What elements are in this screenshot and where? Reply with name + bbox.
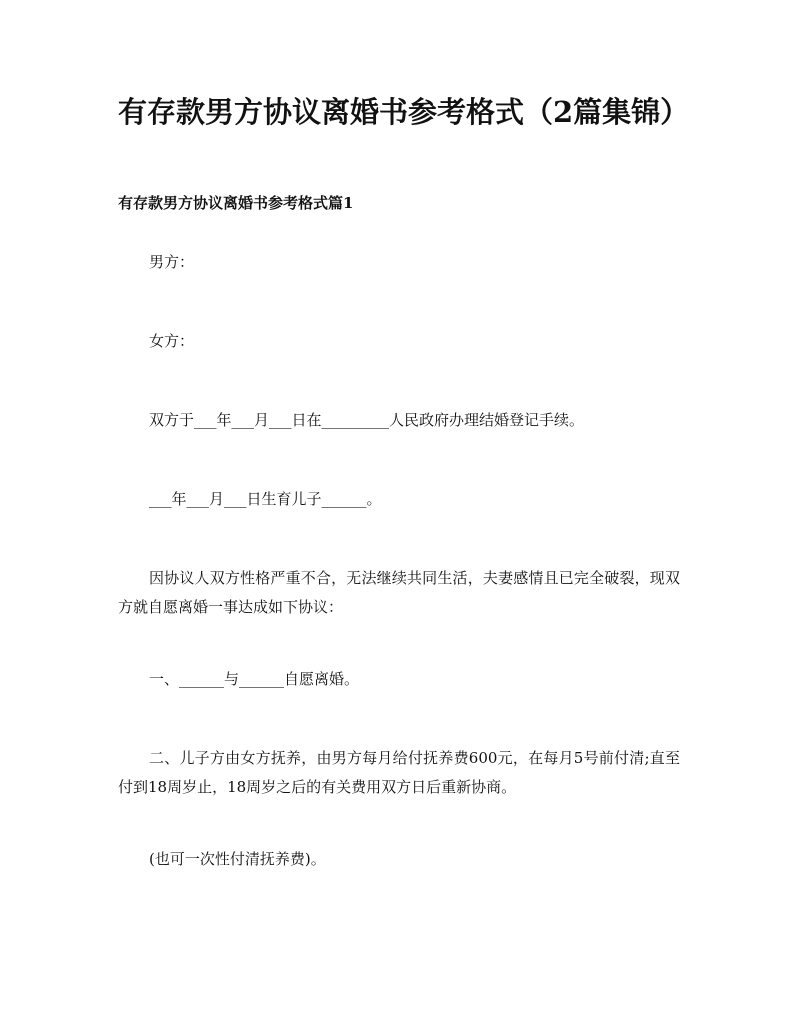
- paragraph-lump-sum-note: (也可一次性付清抚养费)。: [149, 850, 326, 868]
- paragraph-female-party: 女方：: [149, 332, 195, 350]
- paragraph-divorce-reason: 因协议人双方性格严重不合，无法继续共同生活，夫妻感情且已完全破裂，现双方就自愿离婚一事达成如下协议：: [118, 569, 680, 616]
- paragraph-child-birth: ___年___月___日生育儿子______。: [149, 490, 382, 508]
- paragraph-marriage-registration: 双方于___年___月___日在_________人民政府办理结婚登记手续。: [149, 411, 585, 429]
- document-title: 有存款男方协议离婚书参考格式（2篇集锦）: [118, 95, 690, 129]
- paragraph-clause-1: 一、______与______自愿离婚。: [149, 670, 360, 688]
- section-heading: 有存款男方协议离婚书参考格式篇1: [118, 194, 354, 212]
- paragraph-male-party: 男方：: [149, 253, 195, 271]
- paragraph-clause-2: 二、儿子方由女方抚养，由男方每月给付抚养费600元，在每月5号前付清;直至付到18周岁止，18周岁之后的有关费用双方日后重新协商。: [118, 749, 680, 796]
